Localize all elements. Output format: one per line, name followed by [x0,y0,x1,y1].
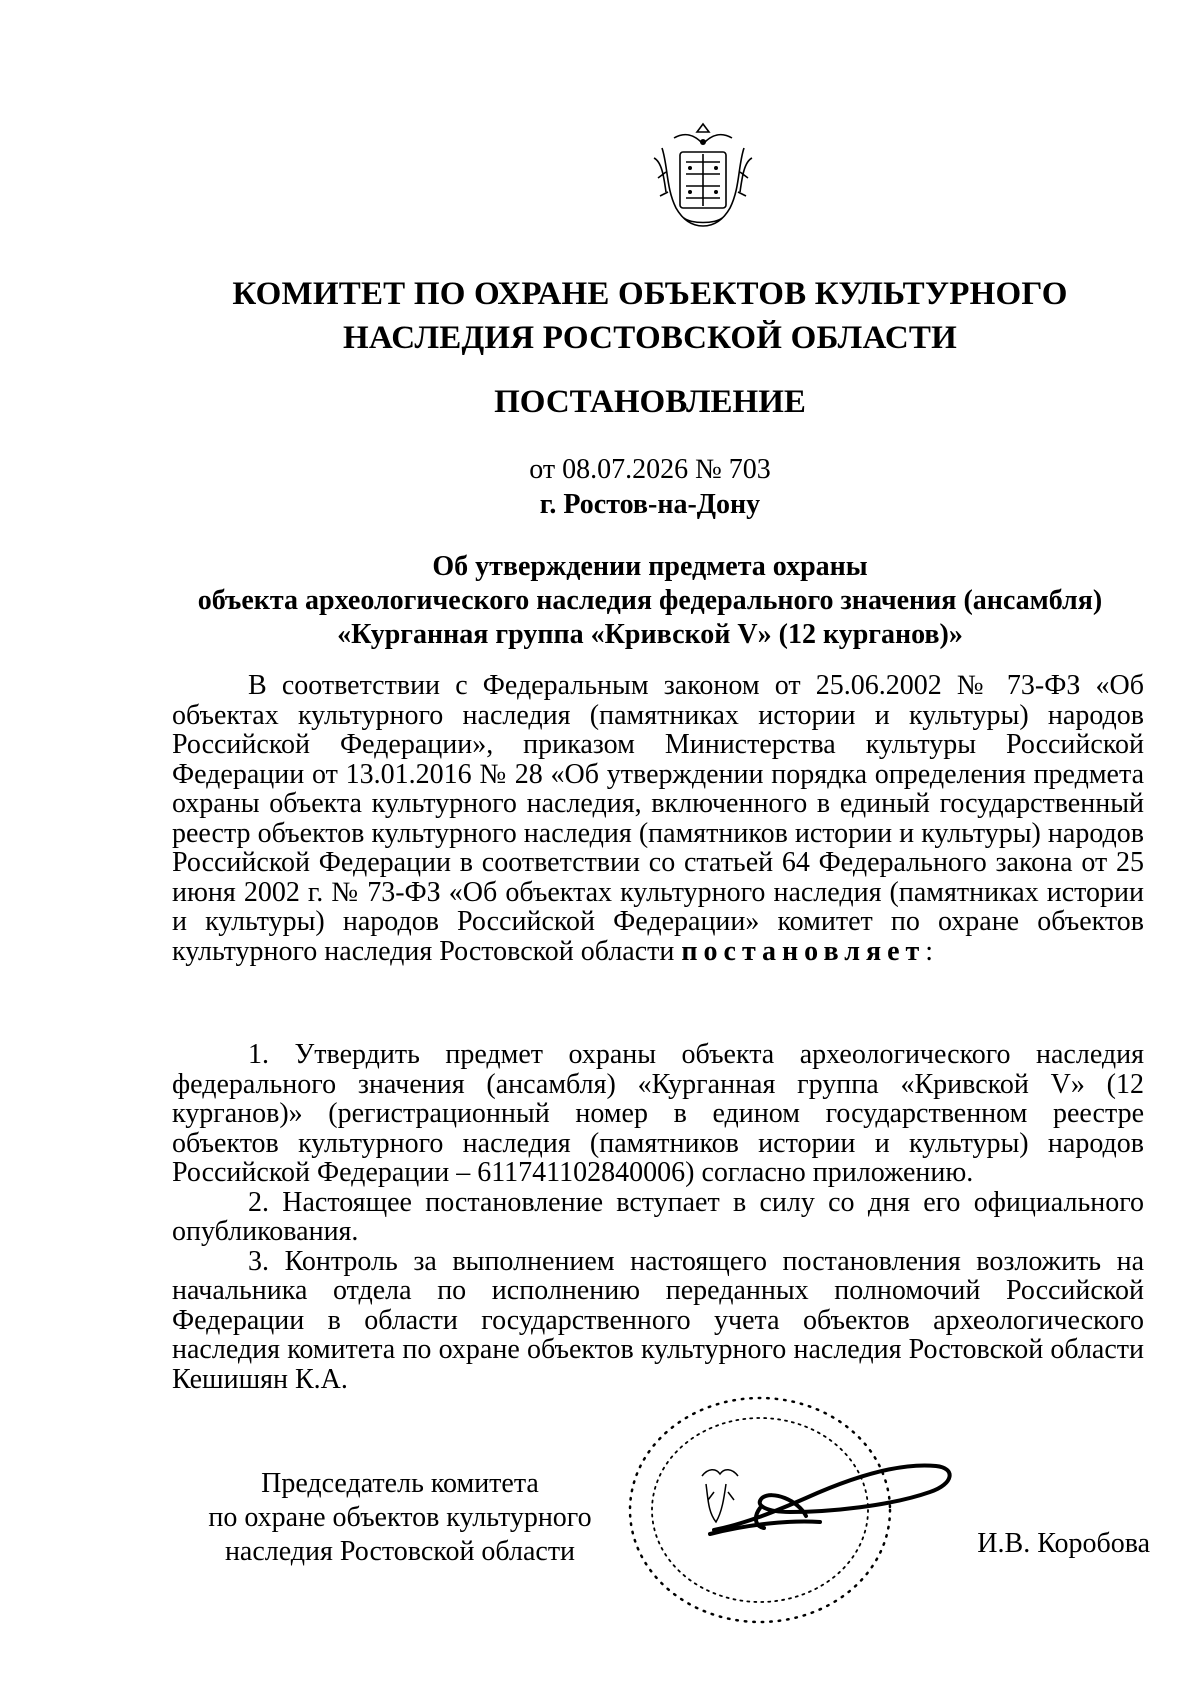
signer-position-line1: Председатель комитета [261,1468,539,1499]
signer-position [180,1467,620,1569]
resolution-items [172,1040,1144,1394]
signer-position-line2: по охране объектов культурного [208,1502,592,1533]
document-type: ПОСТАНОВЛЕНИЕ [494,384,806,420]
resolves-word: постановляет [681,935,926,967]
resolves-colon: : [925,935,934,967]
subject-line2: объекта археологического наследия федерального значения (ансамбля) [197,585,1103,616]
preamble-paragraph [172,671,1144,966]
document-subject [150,550,1150,652]
handwritten-signature-icon [700,1460,960,1550]
resolution-item-2: 2. Настоящее постановление вступает в силу со дня его официального опубликования. [172,1186,1144,1247]
resolution-item-3: 3. Контроль за выполнением настоящего постановления возложить на начальника отдела по исполнению переданных полномочий Российской Федерации в области государственного учета объектов археологического наследия комитета по охране объектов культурного наследия Ростовской области Кешишян К.А. [172,1245,1144,1395]
organization-title-line2: НАСЛЕДИЯ РОСТОВСКОЙ ОБЛАСТИ [343,320,957,356]
document-city: г. Ростов-на-Дону [539,489,761,520]
coat-of-arms-icon [644,118,762,230]
signer-position-line3: наследия Ростовской области [224,1536,576,1567]
preamble-text: В соответствии с Федеральным законом от 25.06.2002 № 73-ФЗ «Об объектах культурного наследия (памятниках истории и культуры) народов Российской Федерации», приказом Министерства культуры Российской Федерации от 13.01.2016 № 28 «Об утверждении порядка определения предмета охраны объекта культурного наследия, включенного в единый государственный реестр объектов культурного наследия (памятников истории и культуры) народов Российской Федерации в соответствии со статьей 64 Федерального закона от 25 июня 2002 г. № 73-ФЗ «Об объектах культурного наследия (памятниках истории и культуры) народов Российской Федерации» комитет по охране объектов культурного наследия Ростовской области [172,670,1144,967]
resolution-item-1: 1. Утвердить предмет охраны объекта археологического наследия федерального значения (ансамбля) «Курганная группа «Кривской V» (12 курганов)» (регистрационный номер в едином государственном реестре объектов культурного наследия (памятников истории и культуры) народов Российской Федерации – 611741102840006) согласно приложению. [172,1039,1144,1188]
signer-name: И.В. Коробова [977,1528,1150,1559]
organization-title [150,272,1150,360]
subject-line1: Об утверждении предмета охраны [432,551,868,582]
preamble [172,671,1144,966]
document-date-number: от 08.07.2026 № 703 [529,454,771,485]
organization-title-line1: КОМИТЕТ ПО ОХРАНЕ ОБЪЕКТОВ КУЛЬТУРНОГО [232,276,1068,312]
subject-line3: «Курганная группа «Кривской V» (12 курганов)» [337,619,963,650]
